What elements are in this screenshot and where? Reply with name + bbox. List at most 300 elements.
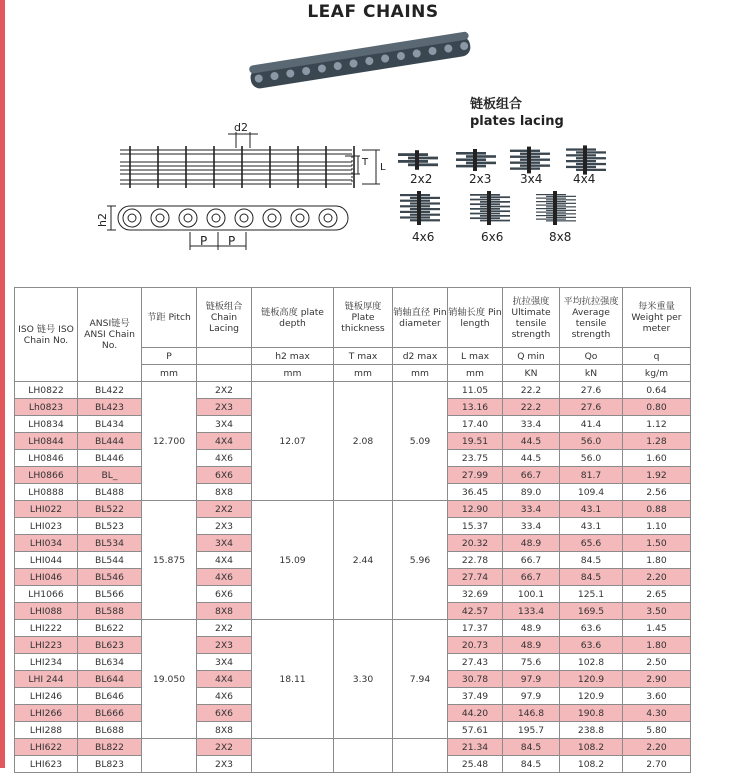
lacing-cell: 8X8 — [197, 722, 252, 739]
lacing-plate — [470, 217, 500, 219]
lacing-plate — [566, 154, 596, 156]
lacing-plate — [546, 196, 576, 197]
lacing-label: 6x6 — [481, 230, 504, 244]
column-header-6 — [393, 288, 448, 348]
column-header-4 — [252, 288, 334, 348]
lacing-plate — [408, 163, 438, 166]
column-unit-6: mm — [393, 365, 448, 382]
lacing-cell: 2X3 — [197, 518, 252, 535]
lacing-icon-8x8 — [536, 191, 576, 225]
tensile-strength-cell: 133.4 — [503, 603, 560, 620]
ansi-chain-cell: BL622 — [78, 620, 142, 637]
column-unit-5: mm — [334, 365, 393, 382]
iso-chain-cell: LHI044 — [15, 552, 78, 569]
ansi-chain-cell: BL623 — [78, 637, 142, 654]
lacing-cell: 4X6 — [197, 569, 252, 586]
link-outline — [151, 209, 169, 227]
link-outline — [235, 209, 253, 227]
tensile-strength-cell: 33.4 — [503, 518, 560, 535]
tensile-strength-cell: 195.7 — [503, 722, 560, 739]
lacing-plate — [480, 210, 510, 212]
lacing-cell: 4X4 — [197, 671, 252, 688]
tensile-strength-cell: 22.2 — [503, 382, 560, 399]
column-header-en: Pitch — [168, 312, 191, 323]
average-strength-cell: 169.5 — [560, 603, 623, 620]
link-pin-hole — [296, 214, 304, 222]
weight-cell: 3.60 — [623, 688, 691, 705]
average-strength-cell: 43.1 — [560, 518, 623, 535]
pin-length-cell: 27.74 — [448, 569, 503, 586]
link-outline — [291, 209, 309, 227]
lacing-plate — [536, 205, 566, 206]
average-strength-cell: 41.4 — [560, 416, 623, 433]
lacing-cell: 4X4 — [197, 433, 252, 450]
ansi-chain-cell: BL434 — [78, 416, 142, 433]
table-row — [15, 739, 691, 756]
average-strength-cell: 108.2 — [560, 756, 623, 773]
ansi-chain-cell: BL644 — [78, 671, 142, 688]
column-header-zh: 链板高度 — [261, 306, 298, 318]
weight-cell: 2.70 — [623, 756, 691, 773]
weight-cell: 0.64 — [623, 382, 691, 399]
iso-chain-cell: LH0844 — [15, 433, 78, 450]
column-header-zh: 销轴直径 — [393, 306, 431, 318]
weight-cell: 0.80 — [623, 399, 691, 416]
ansi-chain-cell: BL588 — [78, 603, 142, 620]
column-header-en: Weight per meter — [631, 312, 682, 334]
weight-cell: 2.20 — [623, 739, 691, 756]
lacing-plate — [408, 157, 438, 160]
column-header-zh: 销轴长度 — [448, 306, 486, 318]
lacing-cell: 8X8 — [197, 484, 252, 501]
lacing-cell: 4X6 — [197, 688, 252, 705]
pin-length-cell: 12.90 — [448, 501, 503, 518]
lacing-icon-2x2 — [398, 150, 438, 170]
iso-chain-cell: LH0846 — [15, 450, 78, 467]
p-label-2: P — [228, 234, 236, 248]
ansi-chain-cell: BL444 — [78, 433, 142, 450]
lacing-label: 2x2 — [410, 172, 433, 186]
iso-chain-cell: LHI623 — [15, 756, 78, 773]
lacing-cell: 4X4 — [197, 552, 252, 569]
lacing-plate — [536, 219, 566, 220]
lacing-plate — [470, 203, 500, 205]
lacing-plate — [480, 215, 510, 217]
pitch-cell: 15.875 — [142, 501, 197, 620]
lacing-plate — [536, 194, 566, 195]
weight-cell: 1.50 — [623, 535, 691, 552]
lacing-plate — [566, 166, 596, 168]
column-unit-4: mm — [252, 365, 334, 382]
tensile-strength-cell: 48.9 — [503, 637, 560, 654]
lacing-pin — [583, 145, 587, 174]
lacing-plate — [510, 167, 540, 169]
lacing-plate — [400, 200, 430, 202]
tensile-strength-cell: 48.9 — [503, 620, 560, 637]
tensile-strength-cell: 33.4 — [503, 416, 560, 433]
lacing-plate — [510, 156, 540, 158]
lacing-pin — [487, 191, 491, 225]
iso-chain-cell: LHI023 — [15, 518, 78, 535]
link-pin-hole — [240, 214, 248, 222]
lacing-plate — [400, 216, 430, 218]
lacing-plate — [410, 202, 440, 204]
iso-chain-cell: LHI246 — [15, 688, 78, 705]
weight-cell: 5.80 — [623, 722, 691, 739]
lacing-plate — [576, 157, 606, 159]
iso-chain-cell: LHI266 — [15, 705, 78, 722]
lacing-caption-en: plates lacing — [470, 114, 564, 129]
pin-length-cell: 19.51 — [448, 433, 503, 450]
iso-chain-cell: LH0866 — [15, 467, 78, 484]
lacing-cell: 8X8 — [197, 603, 252, 620]
lacing-plate — [546, 220, 576, 221]
column-header-zh: 链板厚度 — [344, 301, 382, 312]
pitch-cell — [142, 739, 197, 773]
pin-length-cell: 13.16 — [448, 399, 503, 416]
h2-cell: 15.09 — [252, 501, 334, 620]
lacing-caption-zh: 链板组合 — [470, 97, 523, 112]
chain-diagrams — [0, 0, 746, 285]
lacing-plate — [410, 219, 440, 221]
iso-chain-cell: LHI034 — [15, 535, 78, 552]
weight-cell: 1.28 — [623, 433, 691, 450]
pin-length-cell: 17.37 — [448, 620, 503, 637]
pin-length-cell: 27.99 — [448, 467, 503, 484]
pin-length-cell: 23.75 — [448, 450, 503, 467]
lacing-plate — [546, 199, 576, 200]
column-header-en: ISO Chain No. — [23, 323, 74, 346]
link-pin-hole — [184, 214, 192, 222]
lacing-plate — [480, 201, 510, 203]
iso-chain-cell: LHI288 — [15, 722, 78, 739]
tensile-strength-cell: 66.7 — [503, 552, 560, 569]
link-pin-hole — [212, 214, 220, 222]
pin-length-cell: 15.37 — [448, 518, 503, 535]
tensile-strength-cell: 146.8 — [503, 705, 560, 722]
p-label-1: P — [200, 234, 208, 248]
lacing-pin — [415, 150, 419, 170]
average-strength-cell: 56.0 — [560, 433, 623, 450]
weight-cell: 1.60 — [623, 450, 691, 467]
lacing-plate — [520, 159, 550, 161]
lacing-plate — [546, 206, 576, 207]
average-strength-cell: 43.1 — [560, 501, 623, 518]
lacing-plate — [536, 212, 566, 213]
ansi-chain-cell: BL688 — [78, 722, 142, 739]
lacing-plate — [400, 205, 430, 207]
pin-length-cell: 20.32 — [448, 535, 503, 552]
column-header-zh: ISO 链号 — [18, 323, 56, 335]
iso-chain-cell: LHI 244 — [15, 671, 78, 688]
iso-chain-cell: LHI234 — [15, 654, 78, 671]
lacing-pin — [473, 149, 477, 171]
leaf-chain-spec-table — [14, 287, 691, 773]
lacing-plate — [546, 213, 576, 214]
average-strength-cell: 84.5 — [560, 569, 623, 586]
average-strength-cell: 81.7 — [560, 467, 623, 484]
ansi-chain-cell: BL422 — [78, 382, 142, 399]
link-pin-hole — [156, 214, 164, 222]
pin-length-cell: 30.78 — [448, 671, 503, 688]
chain-photo — [249, 31, 472, 89]
lacing-plate — [456, 152, 486, 155]
iso-chain-cell: LHI223 — [15, 637, 78, 654]
lacing-plate — [470, 213, 500, 215]
column-symbol-7: L max — [448, 348, 503, 365]
column-header-en: Plate thickness — [341, 312, 385, 334]
t-cell — [334, 739, 393, 773]
lacing-plate — [546, 210, 576, 211]
lacing-plate — [480, 220, 510, 222]
column-header-8 — [503, 288, 560, 348]
lacing-plate — [410, 214, 440, 216]
pitch-cell: 12.700 — [142, 382, 197, 501]
lacing-cell: 3X4 — [197, 416, 252, 433]
lacing-pin — [553, 191, 557, 225]
lacing-cell: 2X2 — [197, 739, 252, 756]
lacing-label: 3x4 — [520, 172, 543, 186]
column-symbol-4: h2 max — [252, 348, 334, 365]
column-header-3 — [197, 288, 252, 348]
lacing-plate — [456, 165, 486, 168]
lacing-plate — [410, 197, 440, 199]
tensile-strength-cell: 66.7 — [503, 569, 560, 586]
ansi-chain-cell: BL822 — [78, 739, 142, 756]
weight-cell: 2.50 — [623, 654, 691, 671]
lacing-cell: 6X6 — [197, 705, 252, 722]
pin-length-cell: 21.34 — [448, 739, 503, 756]
lacing-plate — [456, 158, 486, 161]
weight-cell: 4.30 — [623, 705, 691, 722]
link-outline — [207, 209, 225, 227]
ansi-chain-cell: BL423 — [78, 399, 142, 416]
weight-cell: 2.20 — [623, 569, 691, 586]
pin-length-cell: 42.57 — [448, 603, 503, 620]
lacing-caption — [470, 96, 564, 130]
weight-cell: 1.12 — [623, 416, 691, 433]
lacing-plate — [466, 162, 496, 165]
h2-cell — [252, 739, 334, 773]
lacing-plate — [576, 163, 606, 165]
average-strength-cell: 120.9 — [560, 688, 623, 705]
weight-cell: 2.90 — [623, 671, 691, 688]
lacing-cell: 3X4 — [197, 535, 252, 552]
tensile-strength-cell: 75.6 — [503, 654, 560, 671]
lacing-cell: 6X6 — [197, 467, 252, 484]
average-strength-cell: 102.8 — [560, 654, 623, 671]
tensile-strength-cell: 66.7 — [503, 467, 560, 484]
lacing-plate — [520, 164, 550, 166]
pin-length-cell: 25.48 — [448, 756, 503, 773]
lacing-plate — [398, 160, 428, 163]
column-unit-2: mm — [142, 365, 197, 382]
lacing-plate — [470, 194, 500, 196]
ansi-chain-cell: BL523 — [78, 518, 142, 535]
column-header-10 — [623, 288, 691, 348]
lacing-plate — [546, 217, 576, 218]
ansi-chain-cell: BL544 — [78, 552, 142, 569]
column-symbol-8: Q min — [503, 348, 560, 365]
weight-cell: 1.10 — [623, 518, 691, 535]
pin-length-cell: 20.73 — [448, 637, 503, 654]
weight-cell: 1.45 — [623, 620, 691, 637]
iso-chain-cell: LHI046 — [15, 569, 78, 586]
average-strength-cell: 109.4 — [560, 484, 623, 501]
lacing-plate — [470, 199, 500, 201]
iso-chain-cell: LHI022 — [15, 501, 78, 518]
lacing-icon-2x3 — [456, 149, 496, 171]
ansi-chain-cell: BL546 — [78, 569, 142, 586]
pin-length-cell: 22.78 — [448, 552, 503, 569]
column-header-zh: 每米重量 — [638, 301, 675, 312]
average-strength-cell: 63.6 — [560, 620, 623, 637]
t-cell: 2.08 — [334, 382, 393, 501]
average-strength-cell: 125.1 — [560, 586, 623, 603]
ansi-chain-cell: BL_ — [78, 467, 142, 484]
lacing-plate — [576, 151, 606, 153]
lacing-plate — [466, 155, 496, 158]
page-title: LEAF CHAINS — [307, 2, 439, 22]
column-symbol-10: q — [623, 348, 691, 365]
weight-cell: 2.65 — [623, 586, 691, 603]
lacing-label: 8x8 — [549, 230, 572, 244]
lacing-plate — [536, 215, 566, 216]
ansi-chain-cell: BL823 — [78, 756, 142, 773]
ansi-chain-cell: BL446 — [78, 450, 142, 467]
lacing-plate — [536, 198, 566, 199]
weight-cell: 2.56 — [623, 484, 691, 501]
column-symbol-2: P — [142, 348, 197, 365]
t-cell: 2.44 — [334, 501, 393, 620]
lacing-label: 4x4 — [573, 172, 596, 186]
lacing-pin — [417, 191, 421, 225]
iso-chain-cell: LH0888 — [15, 484, 78, 501]
column-header-zh: 平均抗拉强度 — [563, 295, 619, 307]
column-symbol-3 — [197, 348, 252, 365]
h2-label: h2 — [96, 213, 109, 227]
link-pin-hole — [128, 214, 136, 222]
ansi-chain-cell: BL666 — [78, 705, 142, 722]
tensile-strength-cell: 89.0 — [503, 484, 560, 501]
column-header-7 — [448, 288, 503, 348]
lacing-cell: 3X4 — [197, 654, 252, 671]
column-header-en: Ultimate tensile strength — [511, 306, 551, 340]
average-strength-cell: 65.6 — [560, 535, 623, 552]
average-strength-cell: 56.0 — [560, 450, 623, 467]
lacing-label: 2x3 — [469, 172, 492, 186]
iso-chain-cell: LHI222 — [15, 620, 78, 637]
tensile-strength-cell: 97.9 — [503, 688, 560, 705]
column-header-en: Pin diameter — [399, 306, 447, 329]
d2-cell: 5.09 — [393, 382, 448, 501]
average-strength-cell: 108.2 — [560, 739, 623, 756]
lacing-pin — [527, 147, 531, 174]
pitch-cell: 19.050 — [142, 620, 197, 739]
column-header-9 — [560, 288, 623, 348]
link-outline — [123, 209, 141, 227]
weight-cell: 1.92 — [623, 467, 691, 484]
pin-length-cell: 32.69 — [448, 586, 503, 603]
column-header-en: Pin length — [460, 306, 502, 329]
lacing-cell: 2X2 — [197, 620, 252, 637]
lacing-plate — [536, 208, 566, 209]
column-symbol-9: Qo — [560, 348, 623, 365]
d2-label: d2 — [234, 121, 248, 134]
lacing-cell: 2X2 — [197, 382, 252, 399]
average-strength-cell: 190.8 — [560, 705, 623, 722]
average-strength-cell: 27.6 — [560, 399, 623, 416]
link-outline — [263, 209, 281, 227]
tensile-strength-cell: 84.5 — [503, 756, 560, 773]
l-label: L — [380, 162, 386, 173]
d2-cell: 7.94 — [393, 620, 448, 739]
weight-cell: 0.88 — [623, 501, 691, 518]
column-unit-8: KN — [503, 365, 560, 382]
average-strength-cell: 120.9 — [560, 671, 623, 688]
column-header-en: Chain Lacing — [208, 312, 239, 334]
lacing-plate — [576, 169, 606, 171]
top-view-drawing — [120, 132, 380, 188]
column-unit-10: kg/m — [623, 365, 691, 382]
pin-length-cell: 37.49 — [448, 688, 503, 705]
ansi-chain-cell: BL646 — [78, 688, 142, 705]
lacing-icon-4x6 — [400, 191, 440, 225]
t-label: T — [362, 157, 369, 168]
pin-length-cell: 57.61 — [448, 722, 503, 739]
average-strength-cell: 63.6 — [560, 637, 623, 654]
lacing-plate — [510, 150, 540, 152]
lacing-cell: 2X3 — [197, 756, 252, 773]
column-header-en: plate depth — [279, 306, 324, 329]
column-unit-7: mm — [448, 365, 503, 382]
tensile-strength-cell: 84.5 — [503, 739, 560, 756]
iso-chain-cell: LH1066 — [15, 586, 78, 603]
iso-chain-cell: LH0822 — [15, 382, 78, 399]
lacing-plate — [480, 206, 510, 208]
iso-chain-cell: LH0834 — [15, 416, 78, 433]
lacing-cell: 6X6 — [197, 586, 252, 603]
lacing-plate — [398, 153, 428, 156]
lacing-plate — [400, 194, 430, 196]
ansi-chain-cell: BL488 — [78, 484, 142, 501]
d2-cell: 5.96 — [393, 501, 448, 620]
column-header-en: ANSI Chain No. — [84, 329, 135, 351]
tensile-strength-cell: 33.4 — [503, 501, 560, 518]
lacing-plate — [480, 196, 510, 198]
tensile-strength-cell: 44.5 — [503, 433, 560, 450]
pin-length-cell: 27.43 — [448, 654, 503, 671]
lacing-plate — [566, 148, 596, 150]
link-pin-hole — [268, 214, 276, 222]
column-header-zh: 抗拉强度 — [512, 295, 550, 307]
column-header-5 — [334, 288, 393, 348]
lacing-plate — [546, 203, 576, 204]
tensile-strength-cell: 48.9 — [503, 535, 560, 552]
t-cell: 3.30 — [334, 620, 393, 739]
weight-cell: 1.80 — [623, 637, 691, 654]
column-header-1 — [78, 288, 142, 382]
lacing-icon-3x4 — [510, 147, 550, 174]
table-row — [15, 501, 691, 518]
h2-cell: 12.07 — [252, 382, 334, 501]
lacing-plate — [566, 160, 596, 162]
column-header-2 — [142, 288, 197, 348]
link-outline — [179, 209, 197, 227]
average-strength-cell: 238.8 — [560, 722, 623, 739]
column-unit-3 — [197, 365, 252, 382]
column-header-zh: 链板组合 — [205, 301, 243, 312]
